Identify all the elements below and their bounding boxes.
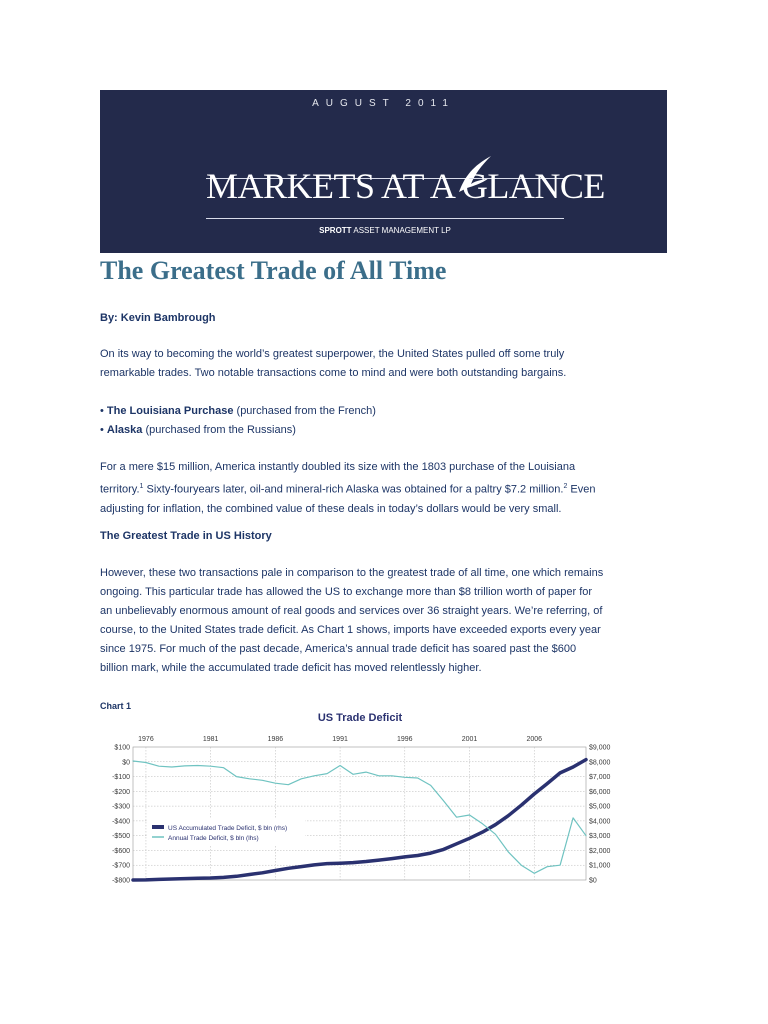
x-tick-label: 1996 [397, 736, 413, 743]
x-tick-label: 1981 [202, 736, 219, 743]
y-left-tick-label: -$600 [112, 847, 130, 855]
y-left-tick-label: $0 [122, 759, 130, 767]
purchase-line-3: adjusting for inflation, the combined value of these deals in today’s dollars would be very small. [100, 502, 562, 515]
chart-legend [147, 818, 305, 846]
y-right-tick-label: $0 [589, 877, 597, 885]
purchase-list [100, 402, 376, 440]
x-tick-label: 1991 [332, 736, 348, 743]
list-item: • The Louisiana Purchase (purchased from the French) [100, 405, 376, 417]
legend-label-accumulated: US Accumulated Trade Deficit, $ bln (rhs) [168, 825, 288, 832]
x-tick-label: 2001 [461, 736, 478, 743]
intro-paragraph [100, 345, 620, 383]
paragraph-line: billion mark, while the accumulated trade deficit has moved relentlessly higher. [100, 662, 482, 674]
logo-text: MARKETS AT A GLANCE [206, 166, 605, 206]
intro-line-2: remarkable trades. Two notable transactions come to mind and were both outstanding bargains. [100, 367, 567, 379]
byline: By: Kevin Bambrough [100, 312, 216, 324]
logo-sub-bold: SPROTT [319, 226, 352, 235]
footnote-ref-2[interactable]: 2 [563, 483, 568, 490]
purchase-line-2: territory.$^1$ Sixty-fouryears later, oil-and mineral-rich Alaska was obtained for a paltry $7.2 million.$^2$ Even [100, 483, 596, 496]
trade-deficit-paragraph [100, 564, 620, 678]
y-left-tick-label: -$700 [112, 862, 130, 870]
x-tick-label: 2006 [526, 736, 543, 743]
footnote-ref-1[interactable]: 1 [139, 483, 144, 490]
x-tick-label: 1976 [138, 736, 154, 743]
paragraph-line: an unbelievably enormous amount of real goods and services over 36 straight years. We’re referring, of [100, 605, 603, 617]
paragraph-line: However, these two transactions pale in comparison to the greatest trade of all time, one which remains [100, 567, 604, 579]
y-left-tick-label: -$500 [112, 833, 130, 841]
paragraph-line: course, to the United States trade deficit. As Chart 1 shows, imports have exceeded exports every year [100, 624, 601, 636]
y-right-tick-label: $9,000 [589, 744, 611, 752]
y-right-tick-label: $6,000 [589, 788, 611, 796]
purchase-line-1: For a mere $15 million, America instantly doubled its size with the 1803 purchase of the Louisiana [100, 461, 576, 473]
y-left-tick-label: -$400 [112, 818, 130, 826]
logo-bottom-rule [206, 218, 564, 219]
logo-sub-rest: ASSET MANAGEMENT LP [351, 226, 451, 235]
y-right-tick-label: $7,000 [589, 774, 611, 782]
masthead-banner [100, 90, 667, 253]
section-heading: The Greatest Trade in US History [100, 530, 272, 542]
plot-area [133, 747, 586, 880]
chart-title: US Trade Deficit [317, 712, 403, 724]
paragraph-line: ongoing. This particular trade has allowed the US to exchange more than $8 trillion worth of paper for [100, 586, 593, 598]
us-trade-deficit-chart [100, 705, 668, 890]
y-left-tick-label: -$300 [112, 803, 130, 811]
issue-date: AUGUST 2011 [312, 98, 455, 109]
paragraph-line: since 1975. For much of the past decade, America’s annual trade deficit has soared past the $600 [100, 643, 577, 655]
y-right-tick-label: $1,000 [589, 862, 611, 870]
y-right-tick-label: $2,000 [589, 847, 611, 855]
purchase-paragraph [100, 458, 620, 519]
logo-subtitle [206, 226, 564, 235]
y-left-tick-label: -$200 [112, 788, 130, 796]
legend-label-annual: Annual Trade Deficit, $ bln (lhs) [168, 835, 259, 842]
y-right-tick-label: $5,000 [589, 803, 611, 811]
y-right-tick-label: $3,000 [589, 833, 611, 841]
x-tick-label: 1986 [267, 736, 284, 743]
chart-caption: Chart 1 [100, 701, 132, 711]
article-title: The Greatest Trade of All Time [100, 256, 447, 285]
list-item: • Alaska (purchased from the Russians) [100, 424, 296, 436]
intro-line-1: On its way to becoming the world’s greatest superpower, the United States pulled off some truly [100, 348, 565, 360]
y-right-tick-label: $4,000 [589, 818, 611, 826]
y-left-tick-label: $100 [114, 744, 130, 752]
y-right-tick-label: $8,000 [589, 759, 611, 767]
y-left-tick-label: -$800 [112, 877, 130, 885]
y-left-tick-label: -$100 [112, 774, 130, 782]
